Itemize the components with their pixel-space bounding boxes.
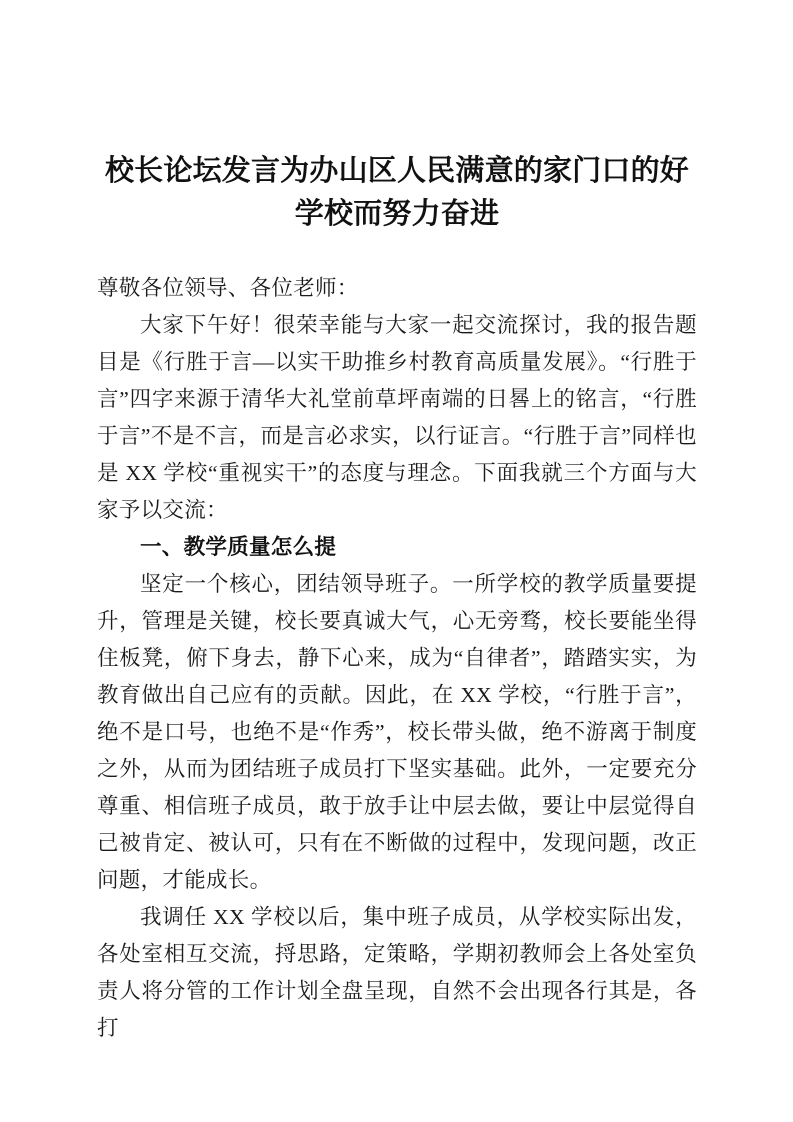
page-title-line-2: 校而努力奋进: [324, 198, 500, 230]
body-paragraph-1: 坚定一个核心，团结领导班子。一所学校的教学质量要提升，管理是关键，校长要真诚大气，心无旁骛，校长要能坐得住板凳，俯下身去，静下心来，成为“自律者”，踏踏实实，为教育做出自己应有的贡献。因此，在 XX 学校，“行胜于言”，绝不是口号，也绝不是“作秀”，校长带头做，绝不游离于制度之外，从而为团结班子成员打下坚实基础。此外，一定要充分尊重、相信班子成员，敢于放手让中层去做，要让中层觉得自己被肯定、被认可，只有在不断做的过程中，发现问题，改正问题，才能成长。: [97, 572, 697, 892]
page-title-line-1: 校长论坛发言为办山区人民满意的家门口的好学: [104, 155, 689, 230]
section-heading-1: 一、教学质量怎么提: [140, 535, 337, 559]
document-body: [97, 270, 697, 1047]
salutation-line: 尊敬各位领导、各位老师：: [97, 276, 359, 300]
body-paragraph-2: 我调任 XX 学校以后，集中班子成员，从学校实际出发，各处室相互交流，捋思路，定策略，学期初教师会上各处室负责人将分管的工作计划全盘呈现，自然不会出现各行其是，各打: [97, 905, 697, 1040]
page-title: [97, 150, 697, 236]
body-paragraph-intro: 大家下午好！很荣幸能与大家一起交流探讨，我的报告题目是《行胜于言—以实干助推乡村教育高质量发展》。“行胜于言”四字来源于清华大礼堂前草坪南端的日晷上的铭言，“行胜于言”不是不言，而是言必求实，以行证言。“行胜于言”同样也是 XX 学校“重视实干”的态度与理念。下面我就三个方面与大家予以交流：: [97, 313, 697, 522]
